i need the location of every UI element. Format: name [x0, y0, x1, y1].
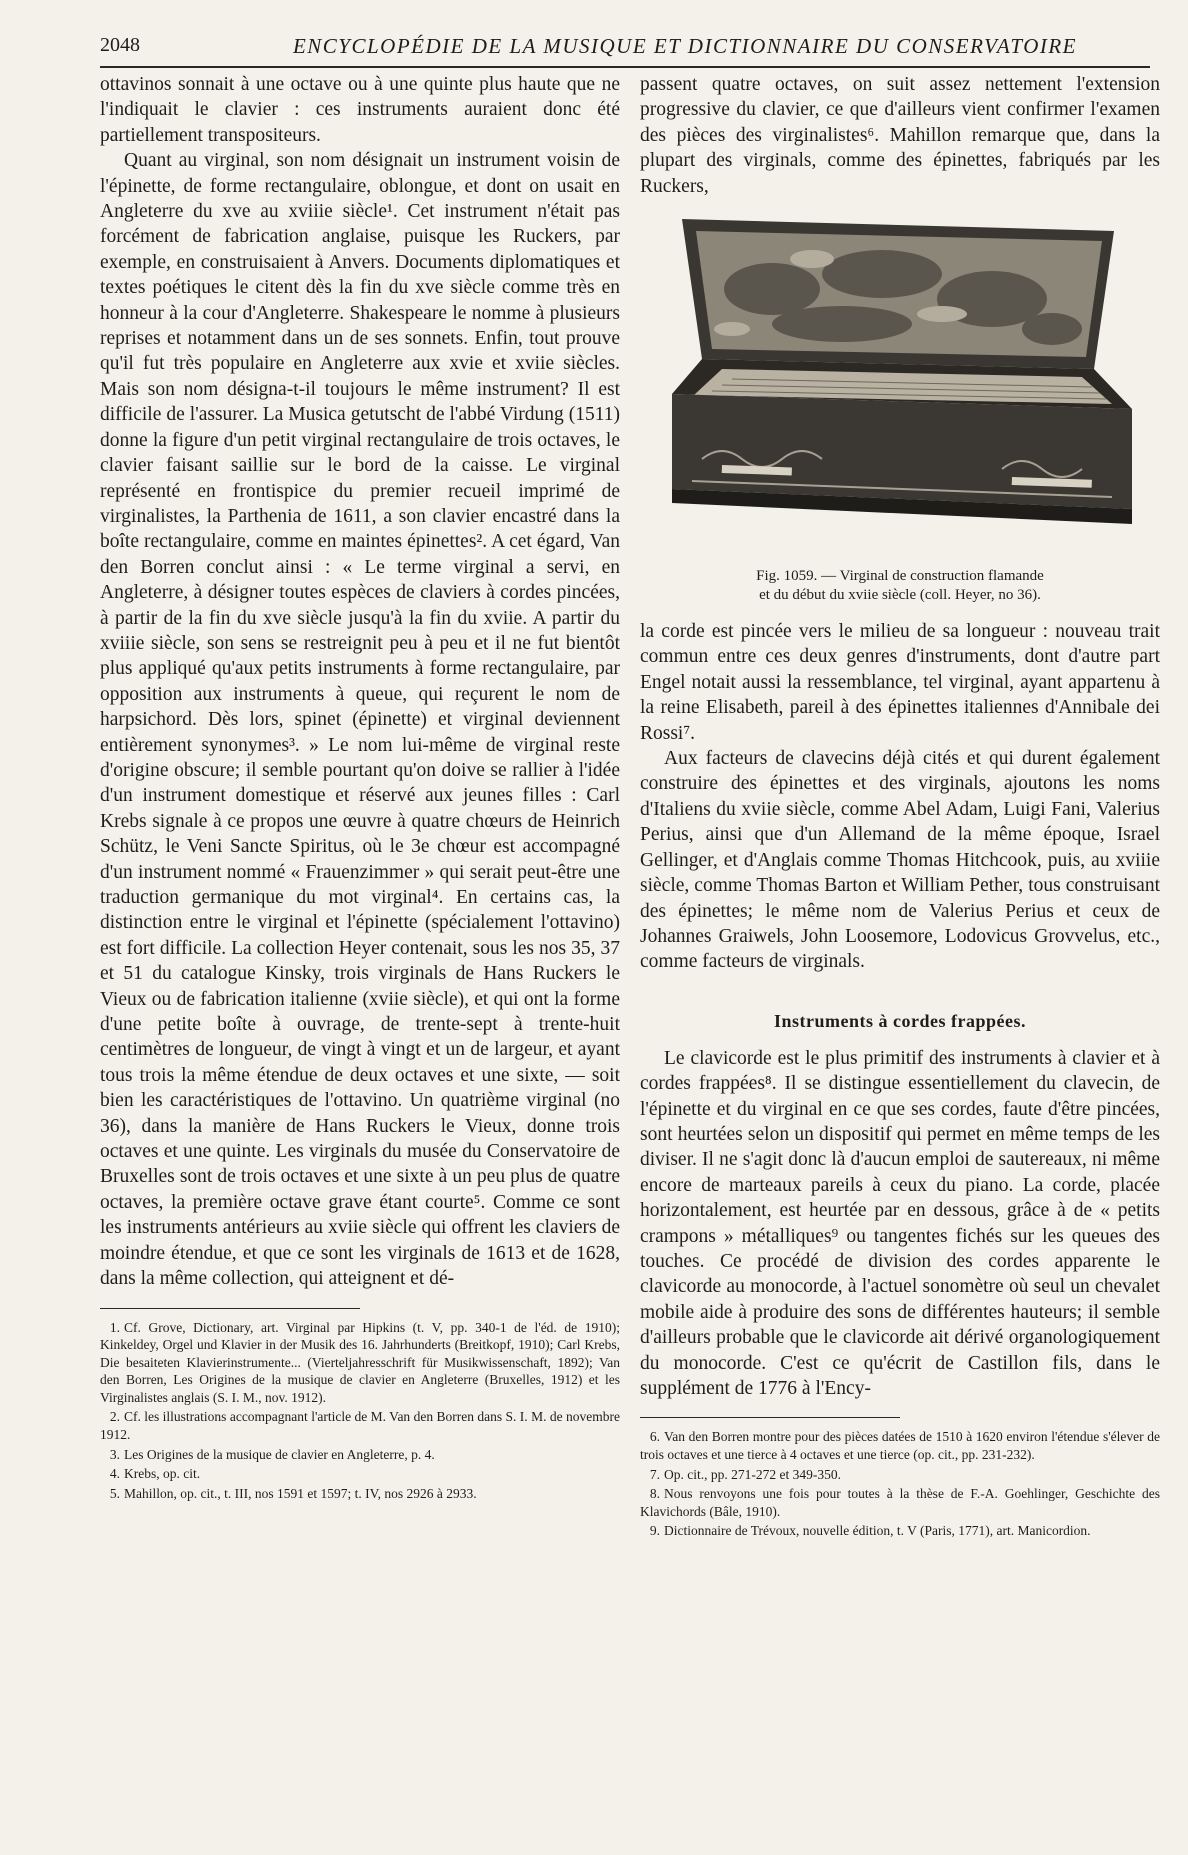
section-heading: Instruments à cordes frappées.	[774, 1010, 1026, 1031]
footnote: 8. Nous renvoyons une fois pour toutes à la thèse de F.-A. Goehlinger, Geschichte des Klavichords (Bâle, 1910).	[640, 1486, 1160, 1519]
footnote: 6. Van den Borren montre pour des pièces datées de 1510 à 1620 environ l'étendue s'élever de trois octaves et une tierce à 4 octaves et une tierce (op. cit., pp. 231-232).	[640, 1429, 1160, 1462]
caption-line: et du début du xviie siècle (coll. Heyer, no 36).	[759, 587, 1041, 604]
footnote: 1. Cf. Grove, Dictionary, art. Virginal par Hipkins (t. V, pp. 340-1 de l'éd. de 1910); Kinkeldey, Orgel und Klavier in der Musik des 16. Jahrhunderts (Breitkopf, 1910); Carl Krebs, Die besaiteten Klavierinstrumente... (Vierteljahresschrift für Musikwissenschaft, 1892); Van den Borren, Les Origines de la musique de clavier en Angleterre (Bruxelles, 1912) et les Virginalistes anglais (S. I. M., nov. 1912).	[100, 1319, 620, 1405]
footnote: 7. Op. cit., pp. 271-272 et 349-350.	[649, 1466, 841, 1482]
footnote: 2. Cf. les illustrations accompagnant l'article de M. Van den Borren dans S. I. M. de novembre 1912.	[100, 1409, 620, 1443]
page-header	[100, 32, 1150, 68]
page-number: 2048	[100, 34, 140, 56]
caption-line: Fig. 1059. — Virginal de construction flamande	[756, 568, 1044, 585]
body-paragraph-clavicorde: Le clavicorde est le plus primitif des instruments à clavier et à cordes frappées⁸. Il se distingue essentiellement du clavecin, de l'épinette et du virginal en ce que ses cordes, faute d'être pincées, sont heurtées selon un dispositif qui permet en même temps de les diviser. Il ne s'agit donc là d'aucun emploi de sautereaux, ni même encore de marteaux pareils à ceux du piano. La corde, placée horizontalement, est heurtée par en dessous, grâce à de « petits crampons » métalliques⁹ ou tangentes fichés sur les queues des touches. Ce procédé de division des cordes apparente le clavicorde au monocorde, à l'actuel sonomètre où seul un chevalet mobile aide à produire des sons de différentes hauteurs; il semble d'ailleurs probable que le clavicorde ait dérivé organologiquement du monocorde. C'est ce qu'écrit de Castillon fils, dans le supplément de 1776 à l'Ency-	[640, 1047, 1160, 1399]
left-column	[100, 72, 620, 1504]
footnotes-left	[100, 1319, 620, 1503]
footnote: 9. Dictionnaire de Trévoux, nouvelle édition, t. V (Paris, 1771), art. Manicordion.	[649, 1523, 1091, 1539]
body-paragraph-virginal: Quant au virginal, son nom désignait un instrument voisin de l'épinette, de forme rectangulaire, oblongue, et dont on usait en Angleterre du xve au xviiie siècle¹. Cet instrument n'était pas forcément de fabrication anglaise, puisque les Ruckers, par exemple, en construisaient à Anvers. Documents diplomatiques et textes poétiques le citent dès la fin du xve siècle comme très en honneur à la cour d'Angleterre. Shakespeare le nomme à plusieurs reprises et notamment dans un de ses sonnets. Enfin, tout prouve qu'il fut très populaire en Angleterre aux xvie et xviie siècles. Mais son nom désigna-t-il toujours le même instrument? Il est difficile de l'assurer. La Musica getutscht de l'abbé Virdung (1511) donne la figure d'un petit virginal rectangulaire de trois octaves, le clavier faisant saillie sur le bord de la caisse. Le virginal représenté en frontispice du premier recueil imprimé de virginalistes, la Parthenia de 1611, a son clavier encastré dans la boîte rectangulaire, comme en maintes épinettes². A cet égard, Van den Borren conclut ainsi : « Le terme virginal a servi, en Angleterre, à désigner toutes espèces de claviers à cordes pincées, à partir de la fin du xve siècle jusqu'à la fin du xviie. A partir du xviiie siècle, son sens se restreignit peu à peu et il ne fut bientôt plus appliqué qu'aux petits instruments à forme rectangulaire, par opposition aux instruments à queue, qui reçurent le nom de harpsichord. Dès lors, spinet (épinette) et virginal deviennent entièrement synonymes³. » Le nom lui-même de virginal reste d'origine obscure; il semble pourtant qu'on doive se rallier à l'idée d'un instrument domestique et réservé aux jeunes filles : Carl Krebs signale à ce propos une œuvre à quatre chœurs de Heinrich Schütz, le Veni Sancte Spiritus, où le 3e chœur est accompagné d'un instrument nommé « Frauenzimmer » qui serait peut-être une traduction germanique du mot virginal⁴. En certains cas, la distinction entre le virginal et l'épinette (spécialement l'ottavino) est fort difficile. La collection Heyer contenait, sous les nos 35, 37 et 51 du catalogue Kinsky, trois virginals de Hans Ruckers le Vieux ou de fabrication italienne (xviie siècle), et qui ont la forme d'une petite boîte à ouvrage, de trente-sept à trente-huit centimètres de longueur, de vingt à vingt et un de largeur, et ayant tous trois la même étendue de deux octaves et une sixte, — soit bien les caractéristiques de l'ottavino. Un quatrième virginal (no 36), dans la manière de Hans Ruckers le Vieux, donne trois octaves et une quinte. Les virginals du musée du Conservatoire de Bruxelles sont de trois octaves et une sixte à un peu plus de quatre octaves, la première octave grave étant courte⁵. Comme ce sont les instruments antérieurs au xviie siècle qui offrent les claviers de moindre étendue, et que ce sont les virginals de 1613 et de 1628, dans la même collection, qui atteignent et dé-	[100, 150, 620, 1290]
footnote: 5. Mahillon, op. cit., t. III, nos 1591 et 1597; t. IV, nos 2926 à 2933.	[109, 1485, 477, 1501]
body-paragraph-facteurs: Aux facteurs de clavecins déjà cités et qui durent également construire des épinettes et des virginals, ajoutons les noms d'Italiens du xviie siècle, comme Abel Adam, Luigi Fani, Valerius Perius, ainsi que d'un Allemand de la même époque, Israel Gellinger, et d'Anglais comme Thomas Hitchcook, puis, au xviiie siècle, comme Thomas Barton et William Pether, tous construisant des épinettes; le même nom de Valerius Perius et ceux de Johannes Graiwels, John Loosemore, Lodovicus Grovvelus, etc., comme facteurs de virginals.	[640, 748, 1160, 973]
figure-caption	[640, 567, 1160, 605]
footnotes-right	[640, 1428, 1160, 1540]
right-column	[640, 72, 1160, 1542]
footnote-separator	[100, 1308, 360, 1309]
footnote-separator	[640, 1417, 900, 1418]
footnote: 4. Krebs, op. cit.	[109, 1466, 201, 1482]
running-title: ENCYCLOPÉDIE DE LA MUSIQUE ET DICTIONNAIRE DU CONSERVATOIRE	[292, 34, 1078, 58]
body-paragraph-continued-right: passent quatre octaves, on suit assez nettement l'extension progressive du clavier, ce que d'ailleurs vient confirmer l'examen des pièces des virginalistes⁶. Mahillon remarque que, dans la plupart des virginals, comme des épinettes, fabriqués par les Ruckers,	[640, 74, 1160, 197]
body-paragraph-corde: la corde est pincée vers le milieu de sa longueur : nouveau trait commun entre ces deux genres d'instruments, dont d'autre part Engel notait aussi la ressemblance, tel virginal, ayant appartenu à la reine Elisabeth, pareil à des épinettes italiennes d'Annibale dei Rossi⁷.	[640, 621, 1160, 744]
figure-virginal	[640, 219, 1160, 539]
virginal-illustration	[662, 219, 1142, 564]
body-paragraph-continued: ottavinos sonnait à une octave ou à une quinte plus haute que ne l'indiquait le clavier : ces instruments auraient donc été partiellement transpositeurs.	[100, 74, 620, 146]
footnote: 3. Les Origines de la musique de clavier en Angleterre, p. 4.	[109, 1446, 435, 1462]
